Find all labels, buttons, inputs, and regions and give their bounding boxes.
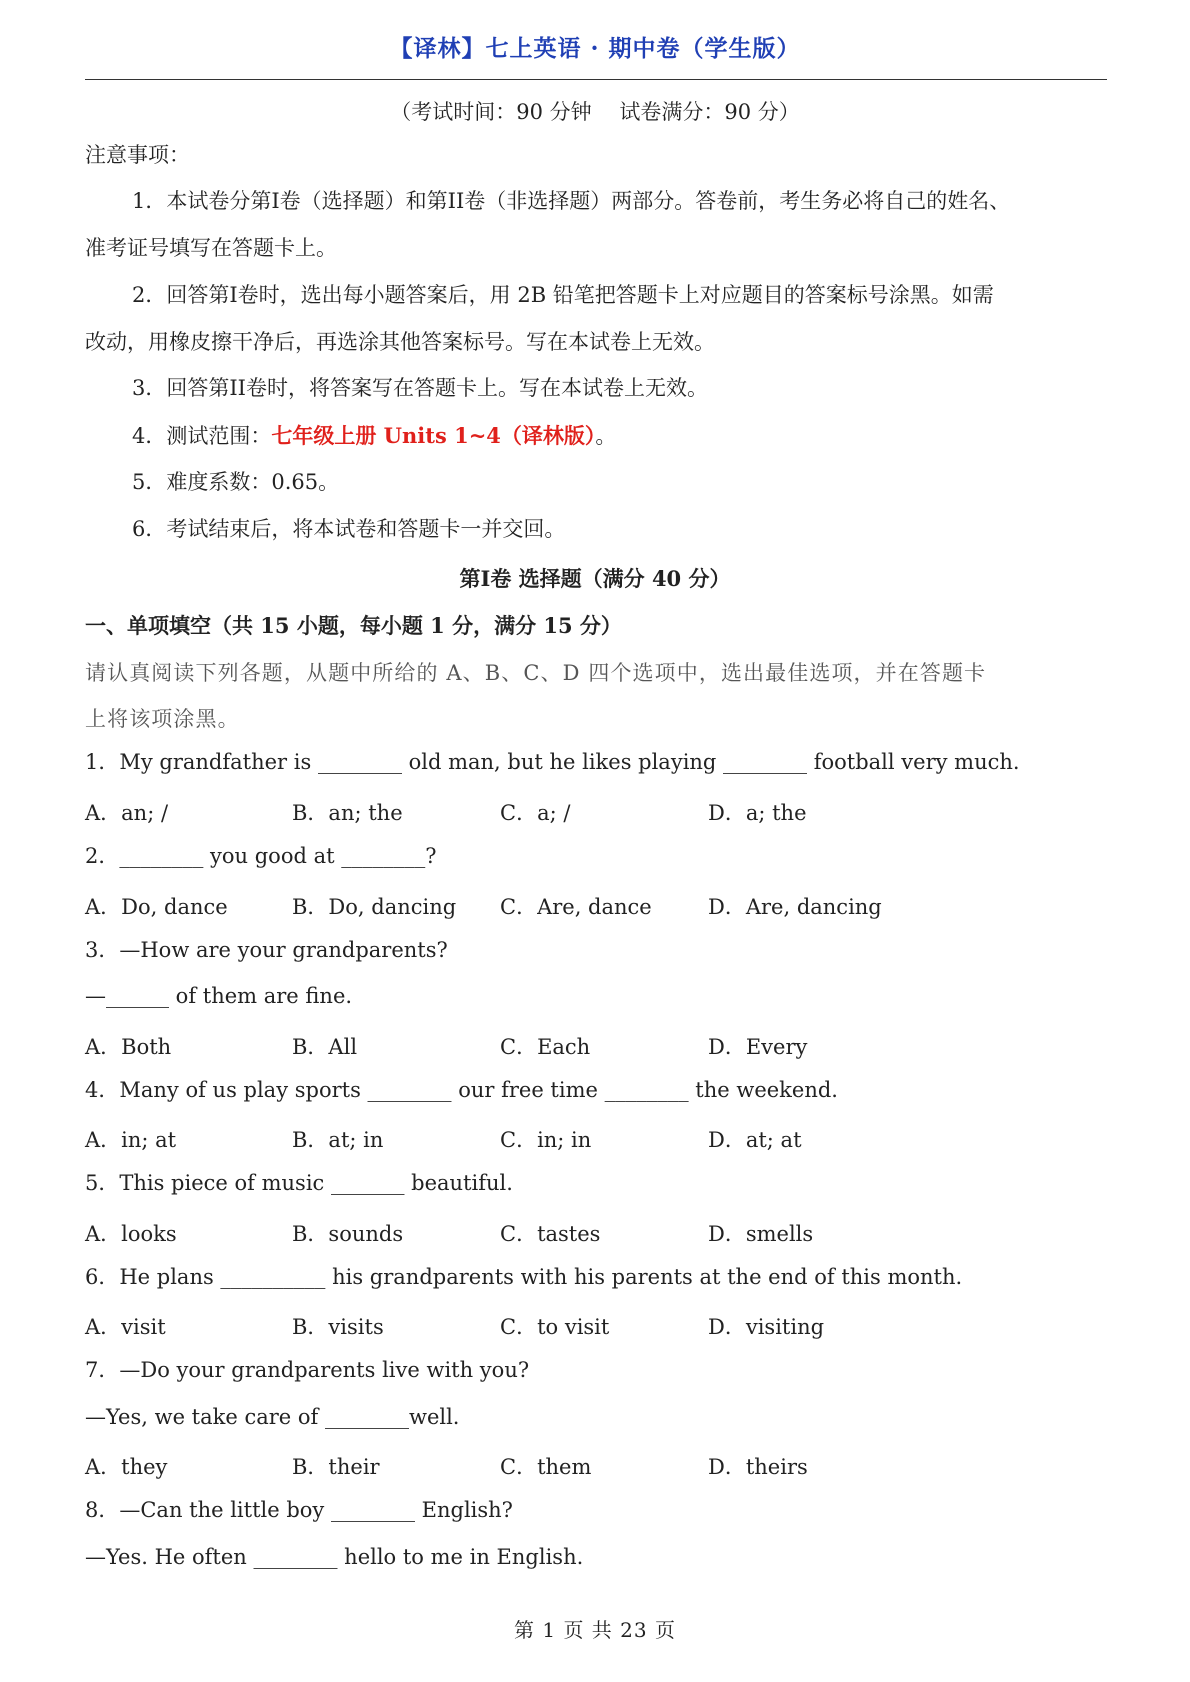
question-stem: 4．Many of us play sports ________ our free time ________ the weekend. [85, 1078, 838, 1102]
note-item: 5．难度系数：0.65。 [132, 470, 340, 494]
note-scope-end: 。 [595, 424, 617, 448]
question-stem: 3．—How are your grandparents? [85, 938, 448, 962]
note-item: 准考证号填写在答题卡上。 [85, 236, 337, 260]
section-title: 第I卷 选择题（满分 40 分） [459, 566, 731, 591]
instruction-text: 上将该项涂黑。 [85, 707, 240, 731]
notes-heading: 注意事项： [85, 143, 190, 167]
header-divider [85, 79, 1107, 80]
option-c[interactable]: C．Each [500, 1035, 591, 1059]
document-title: 【译林】七上英语 · 期中卷（学生版） [389, 35, 801, 62]
option-d[interactable]: D．theirs [708, 1455, 808, 1479]
note-item: 改动，用橡皮擦干净后，再选涂其他答案标号。写在本试卷上无效。 [85, 330, 715, 354]
question-stem: 6．He plans __________ his grandparents with his parents at the end of this month. [85, 1265, 963, 1289]
option-c[interactable]: C．them [500, 1455, 592, 1479]
note-scope-label: 4．测试范围： [132, 424, 272, 448]
question-stem: 5．This piece of music _______ beautiful. [85, 1171, 513, 1195]
note-item-scope [132, 423, 616, 449]
option-b[interactable]: B．Do, dancing [292, 895, 457, 919]
option-a[interactable]: A．an; / [85, 801, 169, 825]
option-c[interactable]: C．tastes [500, 1222, 601, 1246]
option-d[interactable]: D．Every [708, 1035, 808, 1059]
question-stem: —Yes. He often ________ hello to me in English. [85, 1545, 584, 1569]
question-stem: 8．—Can the little boy ________ English? [85, 1498, 513, 1522]
option-a[interactable]: A．visit [85, 1315, 166, 1339]
option-d[interactable]: D．a; the [708, 801, 807, 825]
option-a[interactable]: A．in; at [85, 1128, 177, 1152]
question-stem: —Yes, we take care of ________well. [85, 1405, 460, 1429]
option-b[interactable]: B．sounds [292, 1222, 404, 1246]
option-d[interactable]: D．at; at [708, 1128, 802, 1152]
option-c[interactable]: C．to visit [500, 1315, 610, 1339]
option-c[interactable]: C．Are, dance [500, 895, 652, 919]
note-item: 6．考试结束后，将本试卷和答题卡一并交回。 [132, 517, 566, 541]
part-title: 一、单项填空（共 15 小题，每小题 1 分，满分 15 分） [85, 613, 622, 638]
option-b[interactable]: B．at; in [292, 1128, 384, 1152]
option-b[interactable]: B．All [292, 1035, 358, 1059]
page-number: 第 1 页 共 23 页 [514, 1618, 676, 1642]
option-d[interactable]: D．visiting [708, 1315, 825, 1339]
option-b[interactable]: B．visits [292, 1315, 384, 1339]
option-a[interactable]: A．Do, dance [85, 895, 228, 919]
option-a[interactable]: A．looks [85, 1222, 177, 1246]
option-c[interactable]: C．a; / [500, 801, 571, 825]
option-a[interactable]: A．Both [85, 1035, 172, 1059]
question-stem: —______ of them are fine. [85, 984, 353, 1008]
option-d[interactable]: D．smells [708, 1222, 814, 1246]
option-c[interactable]: C．in; in [500, 1128, 592, 1152]
option-b[interactable]: B．an; the [292, 801, 403, 825]
instruction-text: 请认真阅读下列各题，从题中所给的 A、B、C、D 四个选项中，选出最佳选项，并在答题卡 [85, 661, 987, 685]
exam-info: （考试时间：90 分钟 试卷满分：90 分） [390, 100, 800, 124]
option-a[interactable]: A．they [85, 1455, 168, 1479]
note-item: 1．本试卷分第I卷（选择题）和第II卷（非选择题）两部分。答卷前，考生务必将自己的姓名、 [132, 189, 1011, 213]
question-stem: 7．—Do your grandparents live with you? [85, 1358, 530, 1382]
option-b[interactable]: B．their [292, 1455, 380, 1479]
note-item: 2．回答第I卷时，选出每小题答案后，用 2B 铅笔把答题卡上对应题目的答案标号涂黑。如需 [132, 283, 994, 307]
option-d[interactable]: D．Are, dancing [708, 895, 882, 919]
question-stem: 2．________ you good at ________? [85, 844, 437, 868]
note-scope-value: 七年级上册 Units 1~4（译林版） [271, 423, 596, 448]
question-stem: 1．My grandfather is ________ old man, but he likes playing ________ football very much. [85, 750, 1020, 774]
note-item: 3．回答第II卷时，将答案写在答题卡上。写在本试卷上无效。 [132, 376, 708, 400]
